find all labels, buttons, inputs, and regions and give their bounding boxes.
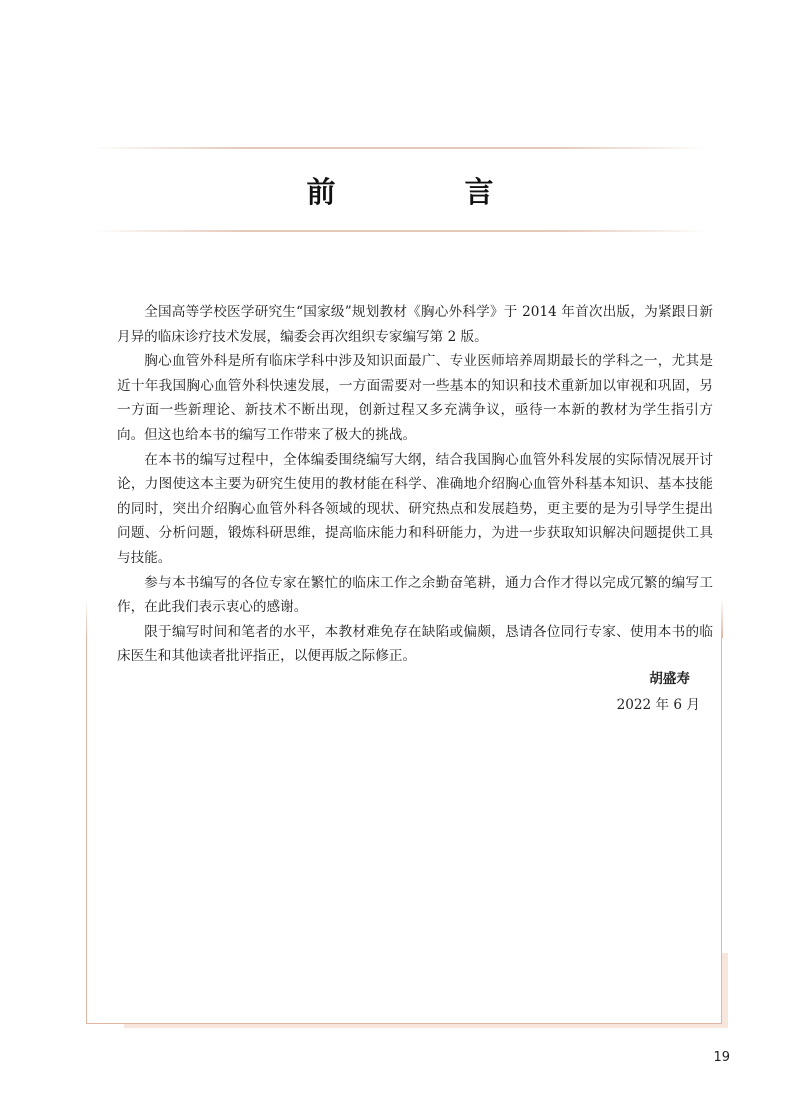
paragraph-3: 在本书的编写过程中，全体编委围绕编写大纲，结合我国胸心血管外科发展的实际情况展开讨论，力图使这本主要为研究生使用的教材能在科学、准确地介绍胸心血管外科基本知识、基本技能的同时，突出介绍胸心血管外科各领域的现状、研究热点和发展趋势，更主要的是为引导学生提出问题、分析问题，锻炼科研思维，提高临床能力和科研能力，为进一步获取知识解决问题提供工具与技能。 <box>117 451 713 566</box>
title-top-rule <box>90 147 710 149</box>
paragraph-5: 限于编写时间和笔者的水平，本教材难免存在缺陷或偏颇，恳请各位同行专家、使用本书的临床医生和其他读者批评指正，以便再版之际修正。 <box>117 623 713 665</box>
preface-body <box>117 300 713 669</box>
author-signature: 胡盛寿 <box>649 671 690 687</box>
paragraph-4: 参与本书编写的各位专家在繁忙的临床工作之余勤奋笔耕，通力合作才得以完成冗繁的编写工作，在此我们表示衷心的感谢。 <box>117 574 713 616</box>
page-title: 前 言 <box>306 175 544 209</box>
title-bottom-rule <box>90 230 710 232</box>
paragraph-2: 胸心血管外科是所有临床学科中涉及知识面最广、专业医师培养周期最长的学科之一，尤其是近十年我国胸心血管外科快速发展，一方面需要对一些基本的知识和技术重新加以审视和巩固，另一方面一些新理论、新技术不断出现，创新过程又多充满争议，亟待一本新的教材为学生指引方向。但这也给本书的编写工作带来了极大的挑战。 <box>117 353 713 443</box>
page-number: 19 <box>713 1050 730 1065</box>
paragraph-1: 全国高等学校医学研究生“国家级”规划教材《胸心外科学》于 2014 年首次出版，为紧跟日新月异的临床诊疗技术发展，编委会再次组织专家编写第 2 版。 <box>117 304 713 345</box>
preface-date: 2022 年 6 月 <box>616 697 700 713</box>
